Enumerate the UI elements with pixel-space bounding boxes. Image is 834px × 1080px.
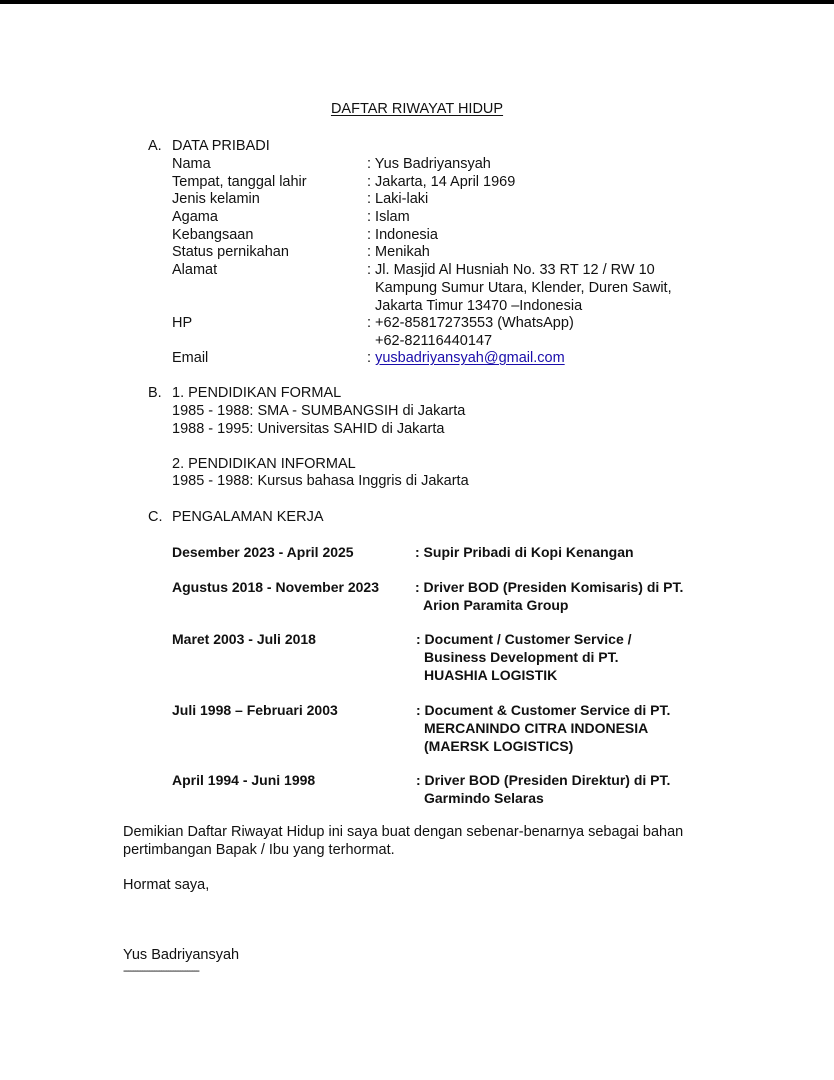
value-status: : Menikah <box>367 244 430 260</box>
label-email: Email <box>172 350 209 366</box>
job-period-3: Maret 2003 - Juli 2018 <box>172 631 316 647</box>
value-hp <box>367 315 574 351</box>
label-jenis-kelamin: Jenis kelamin <box>172 191 260 207</box>
signature-name: Yus Badriyansyah <box>123 947 240 963</box>
value-nama: : Yus Badriyansyah <box>367 156 491 172</box>
email-link[interactable]: yusbadriyansyah@gmail.com <box>375 350 565 366</box>
value-kebangsaan: : Indonesia <box>367 227 438 243</box>
closing-line-1: Demikian Daftar Riwayat Hidup ini saya buat dengan sebenar-benarnya sebagai bahan <box>123 824 684 840</box>
job-desc-4: : Document & Customer Service di PT. MERCANINDO CITRA INDONESIA (MAERSK LOGISTICS) <box>416 702 671 754</box>
job-desc-3: : Document / Customer Service / Business Development di PT. HUASHIA LOGISTIK <box>416 631 632 683</box>
hp-line-1: : +62-85817273553 (WhatsApp) <box>367 315 574 331</box>
job-period-5: April 1994 - Juni 1998 <box>172 772 316 788</box>
email-colon: : <box>367 350 376 366</box>
label-kebangsaan: Kebangsaan <box>172 227 254 243</box>
job-period-4: Juli 1998 – Februari 2003 <box>172 702 338 718</box>
formal-edu-1: 1985 - 1988: SMA - SUMBANGSIH di Jakarta <box>172 403 466 419</box>
value-jenis-kelamin: : Laki-laki <box>367 191 429 207</box>
job-desc-5: : Driver BOD (Presiden Direktur) di PT. Garmindo Selaras <box>416 772 671 806</box>
section-a-heading: A. DATA PRIBADI <box>148 138 270 154</box>
formal-edu-2: 1988 - 1995: Universitas SAHID di Jakarta <box>172 421 445 437</box>
label-alamat: Alamat <box>172 262 218 278</box>
alamat-line-1: : Jl. Masjid Al Husniah No. 33 RT 12 / RW 10 <box>367 262 655 278</box>
section-b-heading: B. 1. PENDIDIKAN FORMAL <box>148 385 342 401</box>
informal-edu-heading: 2. PENDIDIKAN INFORMAL <box>172 456 356 472</box>
label-nama: Nama <box>172 156 211 172</box>
job-period-2: Agustus 2018 - November 2023 <box>172 579 379 595</box>
job-period-1: Desember 2023 - April 2025 <box>172 544 354 560</box>
label-ttl: Tempat, tanggal lahir <box>172 174 307 190</box>
label-status: Status pernikahan <box>172 244 289 260</box>
informal-edu-1: 1985 - 1988: Kursus bahasa Inggris di Jakarta <box>172 473 469 489</box>
job-desc-1: : Supir Pribadi di Kopi Kenangan <box>415 544 634 560</box>
closing-line-2: pertimbangan Bapak / Ibu yang terhormat. <box>123 842 395 858</box>
value-email <box>367 350 565 368</box>
value-ttl: : Jakarta, 14 April 1969 <box>367 174 516 190</box>
alamat-line-2: Kampung Sumur Utara, Klender, Duren Sawit, <box>375 279 672 296</box>
top-edge-bar <box>0 0 834 4</box>
value-alamat <box>367 262 672 315</box>
alamat-line-3: Jakarta Timur 13470 –Indonesia <box>375 297 583 314</box>
closing-regards: Hormat saya, <box>123 877 210 893</box>
hp-line-2: +62-82116440147 <box>375 332 493 349</box>
section-c-heading: C. PENGALAMAN KERJA <box>148 509 324 525</box>
label-agama: Agama <box>172 209 218 225</box>
value-agama: : Islam <box>367 209 410 225</box>
signature-line: -------------------------------- <box>123 965 199 977</box>
job-desc-2: : Driver BOD (Presiden Komisaris) di PT. Arion Paramita Group <box>415 579 684 613</box>
document-title: DAFTAR RIWAYAT HIDUP <box>330 101 504 117</box>
label-hp: HP <box>172 315 193 331</box>
